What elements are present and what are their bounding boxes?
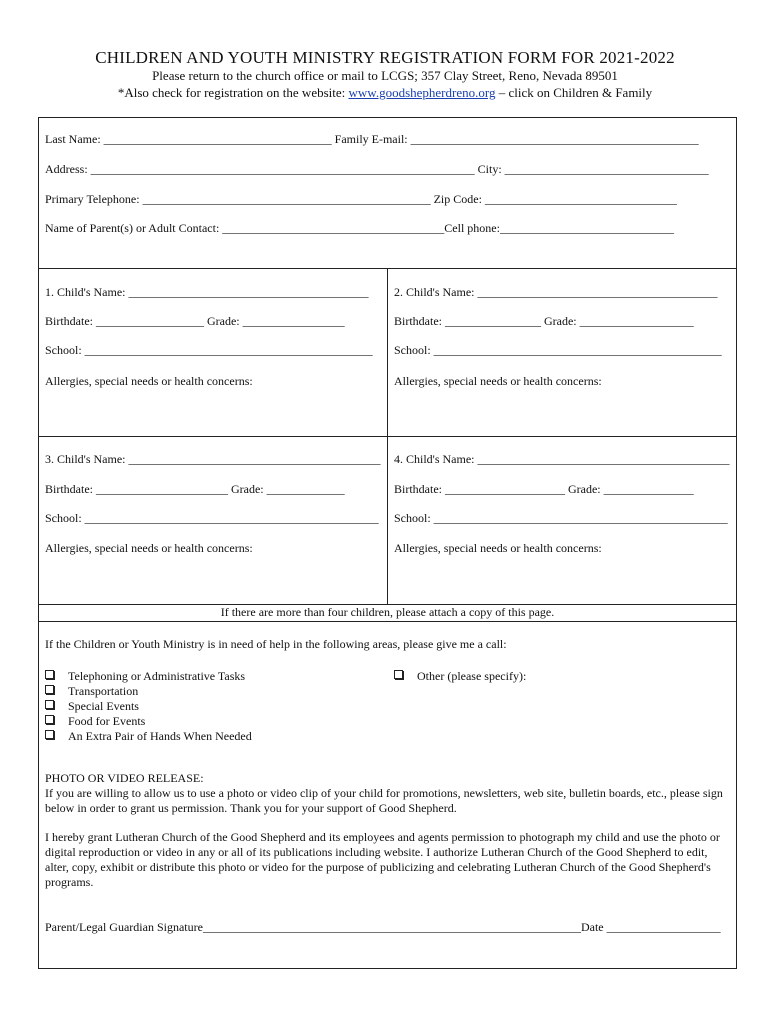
child-1-name-field[interactable]: 1. Child's Name: ________________________________________ bbox=[45, 285, 369, 299]
help-option-special-events[interactable] bbox=[45, 699, 139, 714]
website-link[interactable]: www.goodshepherdreno.org bbox=[348, 85, 496, 100]
help-option-label: Transportation bbox=[68, 684, 139, 698]
checkbox-icon[interactable] bbox=[45, 715, 54, 724]
website-prefix: *Also check for registration on the website: bbox=[117, 85, 349, 100]
website-note bbox=[0, 85, 770, 101]
help-intro: If the Children or Youth Ministry is in need of help in the following areas, please give me a call: bbox=[45, 637, 507, 651]
checkbox-icon[interactable] bbox=[45, 730, 54, 739]
release-heading: PHOTO OR VIDEO RELEASE: bbox=[45, 771, 204, 785]
child-1-allergies-label: Allergies, special needs or health concerns: bbox=[45, 374, 253, 388]
help-option-label: Special Events bbox=[68, 699, 139, 713]
help-option-extra-hands[interactable] bbox=[45, 729, 252, 744]
last-name-email-field[interactable]: Last Name: ______________________________________ Family E-mail: ________________________________________________ bbox=[45, 132, 699, 146]
help-option-label: Other (please specify): bbox=[417, 669, 527, 683]
help-option-label: Telephoning or Administrative Tasks bbox=[68, 669, 246, 683]
release-paragraph-2: I hereby grant Lutheran Church of the Good Shepherd and its employees and agents permission to photograph my child and use the photo or digital reproduction or video in any or all of its publications including website. I authorize Lutheran Church of the Good Shepherd to edit, alter, copy, exhibit or distribute this photo or video for the purpose of publicizing and celebrating Lutheran Church of the Good Shepherd's programs. bbox=[45, 830, 720, 889]
child-4-name-field[interactable]: 4. Child's Name: __________________________________________ bbox=[394, 452, 730, 466]
checkbox-icon[interactable] bbox=[394, 670, 403, 679]
help-option-label: Food for Events bbox=[68, 714, 146, 728]
additional-children-notice: If there are more than four children, please attach a copy of this page. bbox=[220, 605, 555, 619]
website-suffix: – click on Children & Family bbox=[495, 85, 653, 100]
address-city-field[interactable]: Address: ________________________________________________________________ City: __________________________________ bbox=[45, 162, 709, 176]
help-option-transportation[interactable] bbox=[45, 684, 139, 699]
parent-cell-field[interactable]: Name of Parent(s) or Adult Contact: _____________________________________Cell phone:_____________________________ bbox=[45, 221, 674, 235]
child-1-birthdate-grade-field[interactable]: Birthdate: __________________ Grade: _________________ bbox=[45, 314, 345, 328]
child-1-school-field[interactable]: School: ________________________________________________ bbox=[45, 343, 373, 357]
checkbox-icon[interactable] bbox=[45, 670, 54, 679]
child-4-school-field[interactable]: School: _________________________________________________ bbox=[394, 511, 728, 525]
child-4-birthdate-grade-field[interactable]: Birthdate: ____________________ Grade: _______________ bbox=[394, 482, 694, 496]
child-2-birthdate-grade-field[interactable]: Birthdate: ________________ Grade: ___________________ bbox=[394, 314, 694, 328]
child-3-name-field[interactable]: 3. Child's Name: __________________________________________ bbox=[45, 452, 381, 466]
help-option-label: An Extra Pair of Hands When Needed bbox=[68, 729, 252, 743]
child-3-allergies-label: Allergies, special needs or health concerns: bbox=[45, 541, 253, 555]
phone-zip-field[interactable]: Primary Telephone: ________________________________________________ Zip Code: ________________________________ bbox=[45, 192, 677, 206]
return-instructions: Please return to the church office or mail to LCGS; 357 Clay Street, Reno, Nevada 89501 bbox=[152, 68, 618, 83]
checkbox-icon[interactable] bbox=[45, 685, 54, 694]
divider bbox=[387, 268, 388, 604]
divider bbox=[38, 621, 737, 622]
child-2-name-field[interactable]: 2. Child's Name: ________________________________________ bbox=[394, 285, 718, 299]
child-2-school-field[interactable]: School: ________________________________________________ bbox=[394, 343, 722, 357]
child-3-school-field[interactable]: School: _________________________________________________ bbox=[45, 511, 379, 525]
signature-date-field[interactable]: Parent/Legal Guardian Signature_______________________________________________________________Date ___________________ bbox=[45, 920, 721, 934]
child-4-allergies-label: Allergies, special needs or health concerns: bbox=[394, 541, 602, 555]
release-paragraph-1: If you are willing to allow us to use a photo or video clip of your child for promotions, newsletters, web site, bulletin boards, etc., please sign below in order to grant us permission. Thank you for your support of Good Shepherd. bbox=[45, 786, 723, 815]
checkbox-icon[interactable] bbox=[45, 700, 54, 709]
form-title: CHILDREN AND YOUTH MINISTRY REGISTRATION FORM FOR 2021-2022 bbox=[95, 48, 675, 67]
child-3-birthdate-grade-field[interactable]: Birthdate: ______________________ Grade: _____________ bbox=[45, 482, 345, 496]
help-option-food[interactable] bbox=[45, 714, 146, 729]
help-option-telephoning[interactable] bbox=[45, 669, 246, 684]
child-2-allergies-label: Allergies, special needs or health concerns: bbox=[394, 374, 602, 388]
help-option-other[interactable] bbox=[394, 669, 527, 684]
